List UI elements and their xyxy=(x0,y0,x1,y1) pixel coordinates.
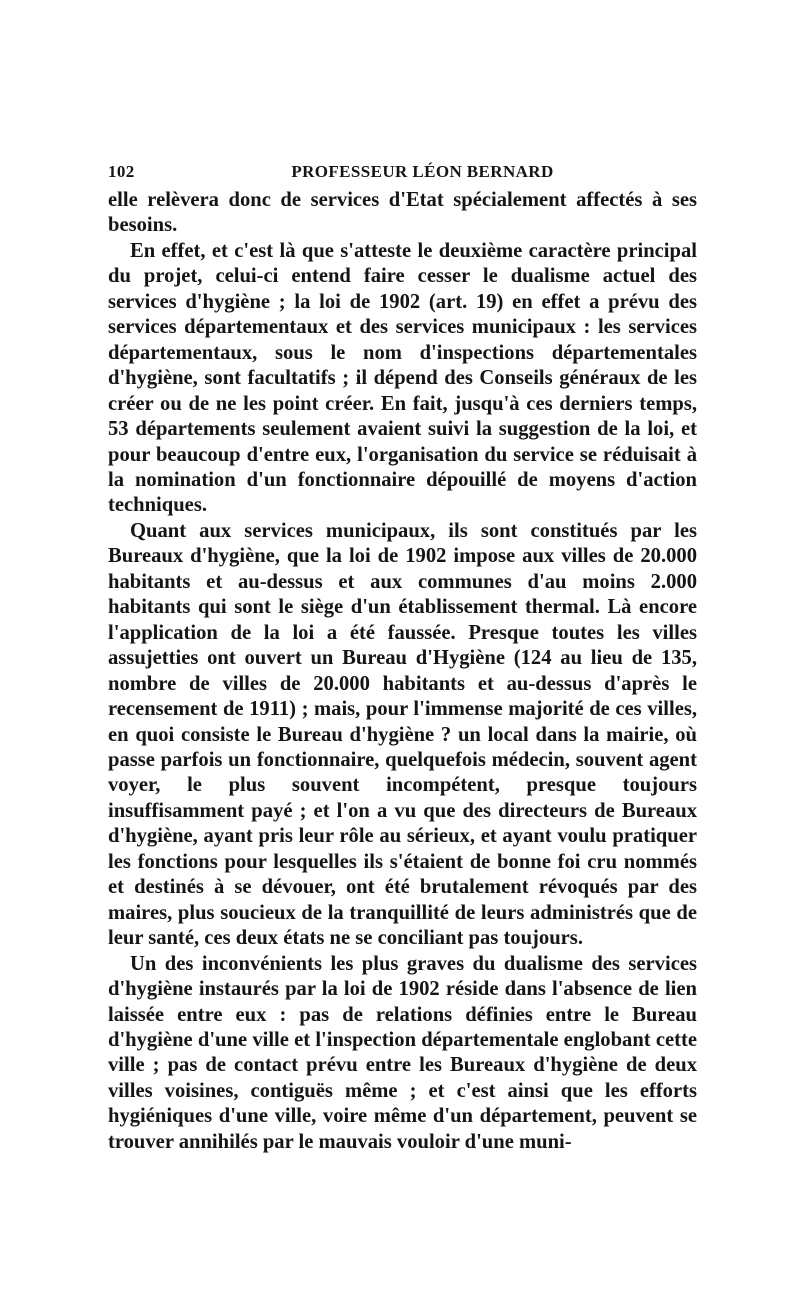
running-header xyxy=(108,162,697,188)
paragraph-dualisme: En effet, et c'est là que s'atteste le deuxième caractère principal du projet, celui-ci entend faire cesser le dualisme actuel des services d'hygiène ; la loi de 1902 (art. 19) en effet a prévu des services départementaux et des services municipaux : les services départementaux, sous le nom d'inspections départementales d'hygiène, sont facultatifs ; il dépend des Conseils généraux de les créer ou de ne les point créer. En fait, jusqu'à ces derniers temps, 53 départements seulement avaient suivi la suggestion de la loi, et pour beaucoup d'entre eux, l'organisation du service se réduisait à la nomination d'un fonctionnaire dépouillé de moyens d'action techniques. xyxy=(108,239,697,517)
book-page xyxy=(108,162,697,1155)
paragraph-inconvenients: Un des inconvénients les plus graves du dualisme des services d'hygiène instaurés par la loi de 1902 réside dans l'absence de lien laissée entre eux : pas de relations définies entre le Bureau d'hygiène d'une ville et l'inspection départementale englobant cette ville ; pas de contact prévu entre les Bureaux d'hygiène de deux villes voisines, contiguës même ; et c'est ainsi que les efforts hygiéniques d'une ville, voire même d'un département, peuvent se trouver annihilés par le mauvais vouloir d'une muni- xyxy=(108,952,697,1153)
body-text xyxy=(108,188,697,1155)
running-title: PROFESSEUR LÉON BERNARD xyxy=(291,162,554,181)
paragraph-services-municipaux: Quant aux services municipaux, ils sont constitués par les Bureaux d'hygiène, que la loi de 1902 impose aux villes de 20.000 habitants et au-dessus et aux communes d'au moins 2.000 habitants qui sont le siège d'un établissement thermal. Là encore l'application de la loi a été faussée. Presque toutes les villes assujetties ont ouvert un Bureau d'Hygiène (124 au lieu de 135, nombre de villes de 20.000 habitants et au-dessus d'après le recensement de 1911) ; mais, pour l'immense majorité de ces villes, en quoi consiste le Bureau d'hygiène ? un local dans la mairie, où passe parfois un fonctionnaire, quelquefois médecin, souvent agent voyer, le plus souvent incompétent, presque toujours insuffisamment payé ; et l'on a vu que des directeurs de Bureaux d'hygiène, ayant pris leur rôle au sérieux, et ayant voulu pratiquer les fonctions pour lesquelles ils s'étaient de bonne foi cru nommés et destinés à se dévouer, ont été brutalement révoqués par des maires, plus soucieux de la tranquillité de leurs administrés que de leur santé, ces deux états ne se conciliant pas toujours. xyxy=(108,519,697,950)
paragraph-continuation: elle relèvera donc de services d'Etat spécialement affectés à ses besoins. xyxy=(108,189,697,237)
page-number: 102 xyxy=(108,162,135,181)
